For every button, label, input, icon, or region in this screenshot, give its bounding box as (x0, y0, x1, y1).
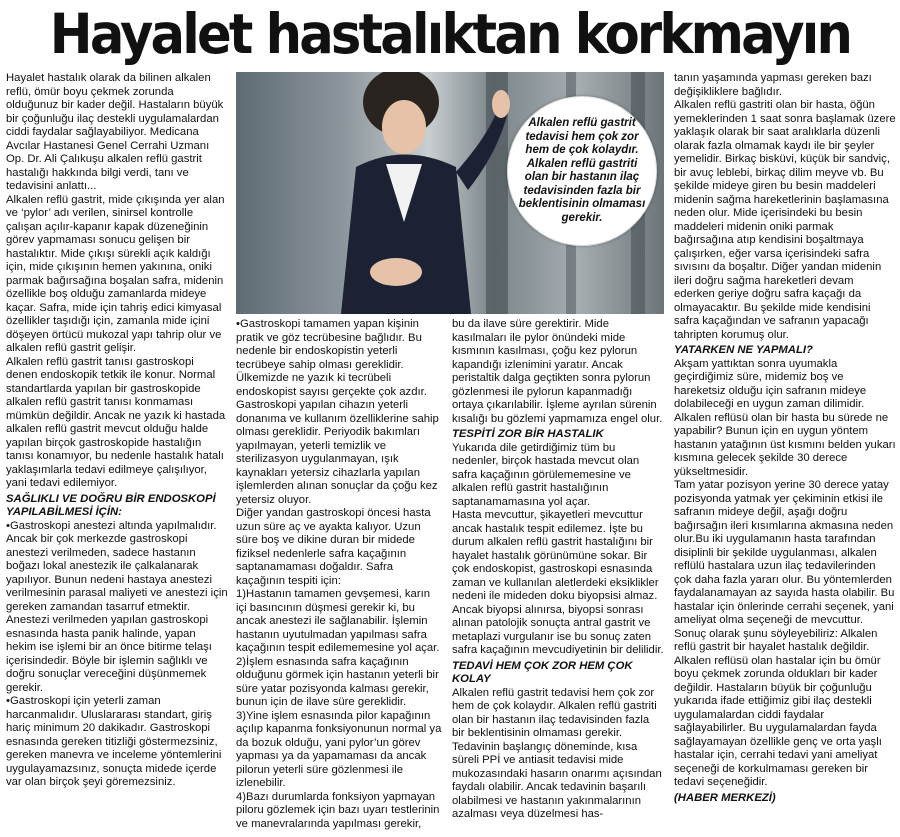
article-column-3 (452, 318, 664, 834)
paragraph: Diğer yandan gastroskopi öncesi hasta uzun süre aç ve ayakta kalıyor. Uzun süre boş ve dikine duran bir midede fiziksel nedenlerle safra kaçağının saptanamaması doğaldır. Safra kaçağının tespiti için: (236, 507, 431, 587)
list-item: 3)Yine işlem esnasında pilor kapağının açılıp kapanma fonksiyonunun normal ya da bozuk olduğu, yani pylor’un görev yapması ya da yapamaması da ancak pilorun yeterli süre gözlenmesi ile izlenebilir. (236, 709, 442, 789)
paragraph: Alkalen reflü gastriti olan bir hasta, öğün yemeklerinden 1 saat sonra başlamak üzere yaklaşık olarak bir saat aralıklarla düzenli olarak fazla olmamak kaydı ile bir şeyler yemelidir. Birkaç bisküvi, küçük bir sandviç, bir avuç leblebi, birkaç dilim meyve vb. Bu şekilde mideye giren bu besin maddeleri midenin sağma hareketlerinin başlamasına neden olur. Mide içerisindeki bu besin maddeleri midenin oniki parmak bağırsağına atıp kendisini boşaltmaya çalışırken, eğer varsa içerisindeki safra sıvısını da boşaltır. Diğer yandan midenin ileri doğru sağma hareketleri devam ederken geriye doğru safra kaçağı da olmayacaktır. Bu şekilde mide kendisini safra kaçağından ve safranın yapacağı tahripten korumuş olur. (674, 99, 896, 341)
list-item: 2)İşlem esnasında safra kaçağının olduğunu görmek için hastanın yeterli bir süre yatar pozisyonda kalması gerekir, bunun için de ilave süre gereklidir. (236, 655, 439, 708)
paragraph: tanın yaşamında yapması gereken bazı değişikliklere bağlıdır. (674, 72, 872, 98)
paragraph: Akşam yattıktan sonra uyumakla geçirdiğimiz süre, midemiz boş ve hareketsiz olduğu için safranın mideye dolabileceği en uygun zaman dilimidir. Alkalen reflüsü olan bir hasta bu sürede ne yapabilir? Bunun için en uygun yöntem hastanın yatağının üst kısmını belden yukarı kısmına gelecek şekilde 30 derece yükseltmesidir. (674, 357, 896, 478)
list-item: 4)Bazı durumlarda fonksiyon yapmayan piloru gözlemek için bazı uyarı testlerinin ve manevralarında yapılması gerekir, (236, 790, 440, 830)
paragraph: Alkalen reflü gastrit tanısı gastroskopi denen endoskopik tetkik ile konur. Normal standartlarda yapılan bir gastroskopide alkalen reflü gastrit tanısı konmaması mümkün değildir. Ancak ne yazık ki hastada alkalen reflü gastrit mevcut olduğu halde yapılan birçok gastroskopide hastalığın tanısı konamıyor, bu nedenle hastalık hatalı yaklaşımlarla tedavi edilmeye çalışılıyor, yani tedavi edilemiyor. (6, 355, 226, 489)
pull-quote-text: Alkalen reflü gastrit tedavisi hem çok zor hem de çok kolaydır. Alkalen reflü gastriti olan bir hastanın ilaç tedavisinden fazla bir beklentisinin olmaması gerekir. (518, 117, 646, 224)
paragraph: Yukarıda dile getirdiğimiz tüm bu nedenler, birçok hastada mevcut olan safra kaçağının görülememesine ve alkalen reflü gastrit hastalığının saptanamamasına yol açar. (452, 441, 640, 508)
paragraph: Tam yatar pozisyon yerine 30 derece yatay pozisyonda yatmak yer çekiminin etkisi ile safranın mideye değil, aşağı doğru bağırsağın ileri kısımlarına akmasına neden olur.Bu iki uygulamanın hasta tarafından disiplinli bir şekilde uygulanması, alkalen reflülü hastalara uzun ilaç tedavilerinden çok daha fazla yararı olur. Bu yöntemlerden faydalanamayan az sayıda hasta olabilir. Bu hastalar için önlerinde cerrahi seçenek, yani ameliyat olma seçeneği de mevcuttur. Sonuç olarak şunu söyleyebiliriz: Alkalen reflü gastrit bir hayalet hastalık değildir. Alkalen reflüsü olan hastalar için bu ömür boyu çekmek zorunda oldukları bir kader değildir. Hastaların büyük bir çoğunluğu yukarıda ifade ettiğimiz gibi ilaç destekli uygulamalardan ciddi faydalar sağlayabilirler. Bu uygulamalardan fayda sağlayamayan özellikle genç ve orta yaşlı hastalar için, cerrahi tedavi yani ameliyat seçeneği de korkulmaması gereken bir tedavi seçeneğidir. (674, 479, 895, 788)
paragraph: Alkalen reflü gastrit tedavisi hem çok zor hem de çok kolaydır. Alkalen reflü gastriti olan bir hastanın ilaç tedavisinden fazla bir beklentisinin olmaması gerekir. Tedavinin başlangıç döneminde, kısa süreli PPİ ve antiasit tedavisi mide mukozasındaki hasarın onarımı açısından faydalı olabilir. Ancak tedavinin başarılı olabilmesi ve hastanın yakınmalarının azalması veya düzelmesi has- (452, 686, 662, 820)
list-item: 1)Hastanın tamamen gevşemesi, karın içi basıncının düşmesi gerekir ki, bu ancak anestezi ile sağlanabilir. İşlemin hastanın uyutulmadan yapılması safra kaçağının tespit edilememesine yol açar. (236, 588, 440, 654)
paragraph: •Gastroskopi anestezi altında yapılmalıdır. Ancak bir çok merkezde gastroskopi anestezi verilmeden, sadece hastanın boğazı lokal anestezik ile çalkalanarak yapılıyor. Bunun nedeni hastaya anestezi verilmesinin parasal maliyeti ve anestezi için gereken zamandan tasarruf etmektir. Anestezi verilmeden yapılan gastroskopi esnasında hasta panik halinde, yapan hekim ise işlemi bir an önce bitirme telaşı içerisindedir. Böyle bir işlemin sağlıklı ve doğru sonuçlar vereceğini düşünmemek gerekir. (6, 519, 228, 694)
section-heading: TEDAVİ HEM ÇOK ZOR HEM ÇOK KOLAY (452, 659, 633, 685)
headline: Hayalet hastalıktan korkmayın (49, 2, 851, 66)
paragraph: bu da ilave süre gerektirir. Mide kasılmaları ile pylor önündeki mide kısmının kasılması, çoğu kez pylorun kapandığı izlenimini yaratır. Ancak peristaltik dalga geçtikten sonra pylorun gözlenmesi ile pylorun kapanmadığı ortaya çıkarılabilir. İşleme ayrılan sürenin kısalığı bu gözlemi yapmamıza engel olur. (452, 318, 663, 425)
paragraph: •Gastroskopi tamamen yapan kişinin pratik ve göz tecrübesine bağlıdır. Bu nedenle bir endoskopistin yeterli tecrübeye sahip olması gereklidir. Ülkemizde ne yazık ki tecrübeli endoskopist sayısı gerçekte çok azdır. (236, 318, 427, 398)
intro-paragraph: Hayalet hastalık olarak da bilinen alkalen reflü, ömür boyu çekmek zorunda olduğunuz bir kader değil. Hastaların büyük bir çoğunluğu ilaç destekli uygulamalardan ciddi faydalar sağlayabiliyor. Medicana Avcılar Hastanesi Genel Cerrahi Uzmanı Op. Dr. Ali Çalıkuşu alkalen reflü gastrit hastalığı hakkında bilgi verdi, tanı ve tedavisini anlattı... (6, 72, 224, 192)
paragraph: •Gastroskopi için yeterli zaman harcanmalıdır. Uluslararası standart, giriş hariç minimum 20 dakikadır. Gastroskopi esnasında gereken titizliği göstermezsiniz, gereken manevra ve inceleme yöntemlerini uygulayamazsınız, sonuçta midede içerde var olan birçok şeyi göremezsiniz. (6, 695, 222, 788)
paragraph: Hasta mevcuttur, şikayetleri mevcuttur ancak hastalık tespit edilemez. İşte bu durum alkalen reflü gastrit hastalığını bir hayalet hastalık görünümüne sokar. Bir çok endoskopist, gastroskopi esnasında zaman ve kullanılan aletlerdeki eksiklikler nedeni ile mideden doku biyopsisi almaz. Ancak biyopsi alınırsa, biyopsi sonrası alınan patolojik sonuçta antral gastrit ve metaplazi vurgulanır ise bu sonuç zaten safra kaçağının mevcudiyetinin bir delilidir. (452, 509, 664, 656)
article-column-2 (236, 318, 443, 834)
section-heading: TESPİTİ ZOR BİR HASTALIK (452, 428, 604, 440)
section-heading: YATARKEN NE YAPMALI? (674, 344, 813, 356)
article-column-1 (6, 72, 228, 834)
paragraph: Alkalen reflü gastrit, mide çıkışında yer alan ve ‘pylor’ adı verilen, sinirsel kontrolle çalışan açılır-kapanır kapak düzeneğinin görev yapmaması sonucu gelişen bir hastalıktır. Mide çıkışı sürekli açık kaldığı için, mide çıkışının hemen yakınına, oniki parmak bağırsağına boşalan safra, midenin özellikle boş olduğu zamanlarda mideye kaçar. Safra, mide için tahriş edici kimyasal özellikler taşıdığı için, zamanla mide içini döşeyen örtücü mukozal yapı tahrip olur ve alkalen reflü gastrit gelişir. (6, 193, 225, 354)
section-heading: SAĞLIKLI VE DOĞRU BİR ENDOSKOPİ YAPILABİLMESİ İÇİN: (6, 492, 216, 518)
paragraph: Gastroskopi yapılan cihazın yeterli donanıma ve kullanım özelliklerine sahip olması gereklidir. Periyodik bakımları yapılmayan, yeterli temizlik ve sterilizasyon uygulanmayan, ışık kaynakları yetersiz cihazlarla yapılan işlemlerden alınan sonuçlar da çoğu kez yetersiz oluyor. (236, 399, 439, 506)
pull-quote (507, 96, 657, 246)
credit-line: (HABER MERKEZİ) (674, 791, 776, 804)
article-column-4 (674, 72, 896, 834)
